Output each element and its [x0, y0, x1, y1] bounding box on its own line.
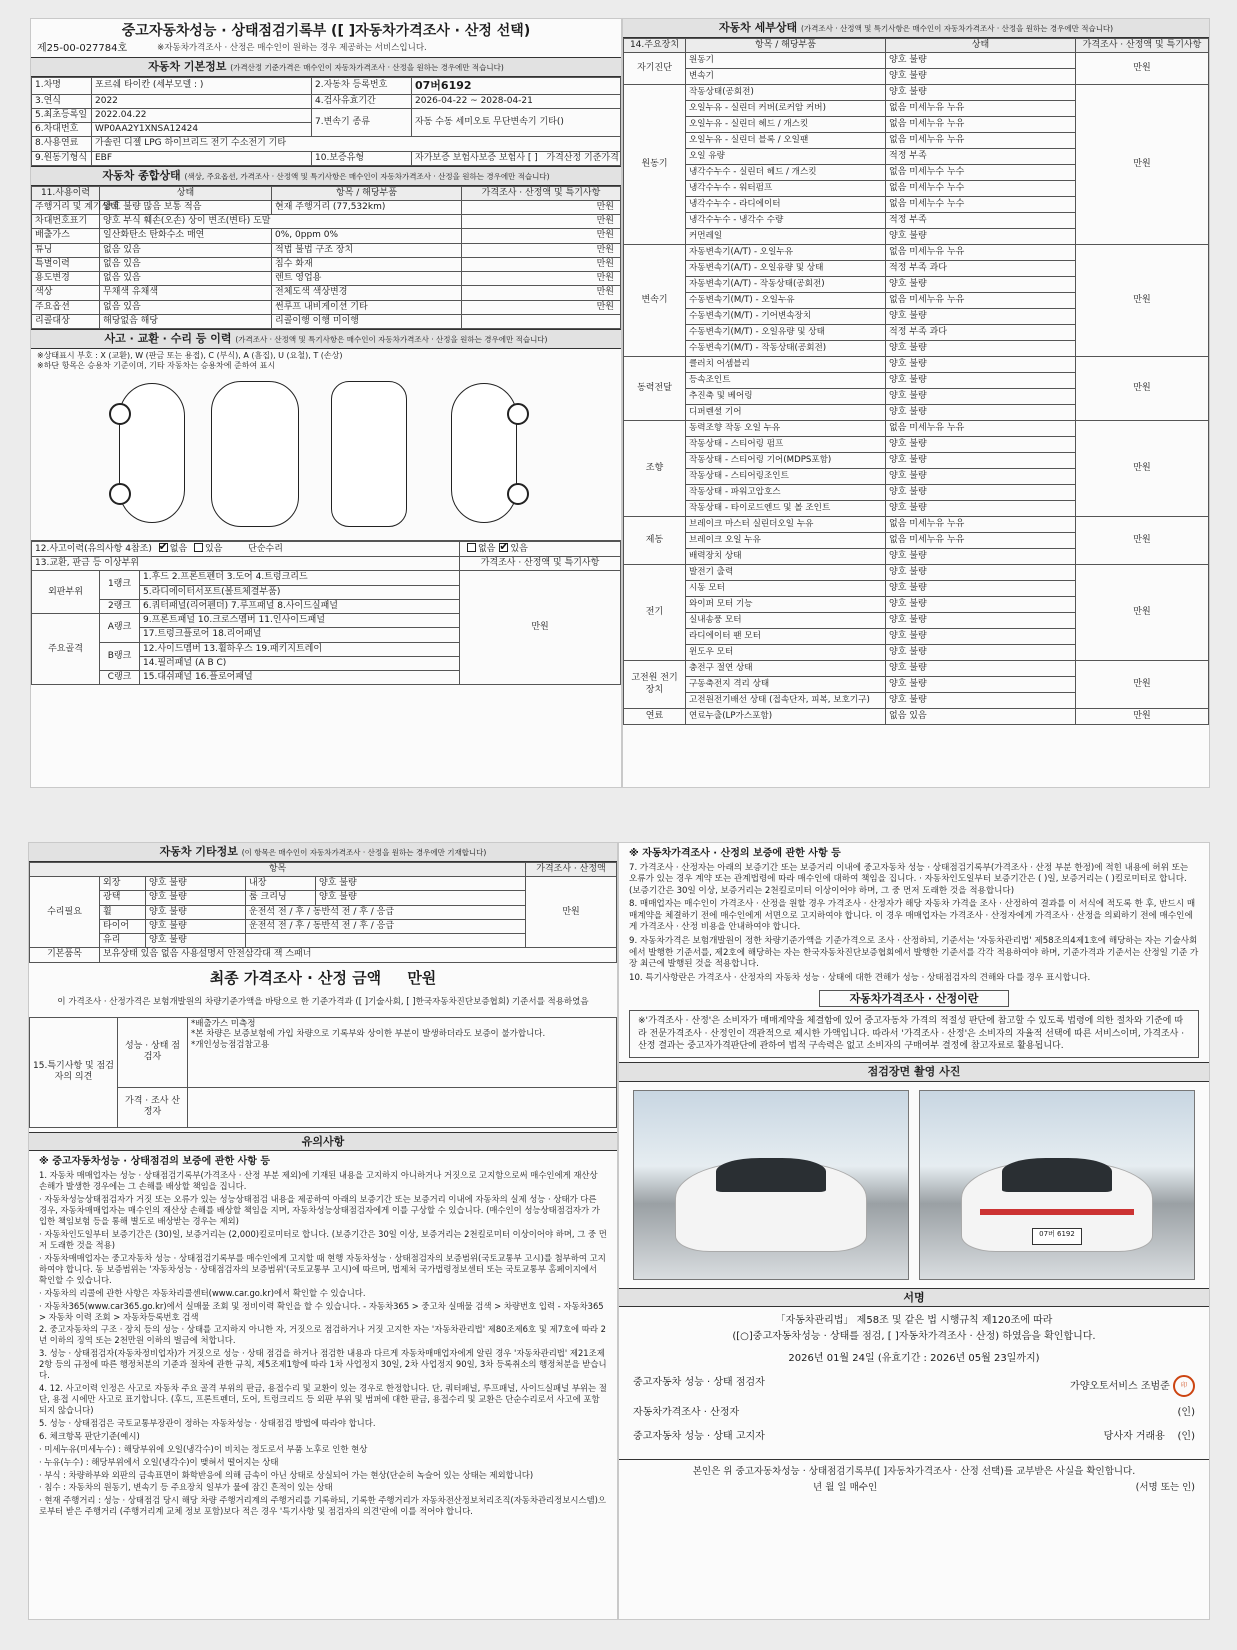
appraisal-box-title: 자동차가격조사 · 산정이란	[819, 990, 1010, 1007]
wheel-icon	[109, 403, 131, 425]
accident-header: 사고 · 교환 · 수리 등 이력 (가격조사 · 산정액 및 특기사항은 매수인이 자동차가격조사 · 산정을 원하는 경우에만 적습니다)	[31, 329, 621, 349]
detail-row: 동력전달 클러치 어셈블리 양호 불량 만원	[624, 357, 1209, 373]
car-top-view	[211, 381, 299, 527]
detail-row: 냉각수누수 - 라디에이터 없음 미세누수 누수	[624, 197, 1209, 213]
inspector-opinion: *배출가스 미측정 *본 차량은 보증보험에 가입 차량으로 기록부와 상이한 부분이 발생하더라도 보증이 불가합니다. *개인성능점검참고용	[188, 1017, 617, 1087]
detail-row: 냉각수누수 - 워터펌프 없음 미세누수 누수	[624, 181, 1209, 197]
caution-item: · 누유(누수) : 해당부위에서 오일(냉각수)이 맺혀서 떨어지는 상태	[39, 1456, 279, 1467]
other-info-table: 항목 가격조사 · 산정액 수리필요 외장 양호 불량 내장 양호 불량 만원 광택 양호 불량 룸 크리닝 양호 불량 휠 양호 불량 운전석 전 / 후 / 동반석 전 / 후 / 응급 타이어 양호 불량 운전석 전 / 후 / 동반석 전 / 후 / 응급 유리 양호 불량 기본품목 보유상태 있음 없음 사용설명서 안전삼각대 잭 스패너	[29, 862, 617, 963]
detail-row: 수동변속기(M/T) - 기어변속장치 양호 불량	[624, 309, 1209, 325]
detail-row: 배력장치 상태 양호 불량	[624, 549, 1209, 565]
detail-row: 자동변속기(A/T) - 오일유량 및 상태 적정 부족 과다	[624, 261, 1209, 277]
caution-header: 유의사항	[29, 1132, 617, 1152]
appraisal-item: 9. 자동차가격은 보험개발원이 정한 차량기준가액을 기준가격으로 조사 · 산정하되, 기준서는 '자동차관리법' 제58조의4제1호에 해당하는 자는 기술사회에서 발행한 기준서를, 제2호에 해당하는 자는 한국자동차진단보증협회에서 발행한 기준서를 각각 적용하여야 하며, 기준가격과 기준서는 산정일 기준 가장 최근에 발행된 것을 적용합니다.	[629, 936, 1199, 970]
wheel-icon	[507, 403, 529, 425]
symbol-legend: ※상태표시 부호 : X (교환), W (판금 또는 용접), C (부식), A (흠집), U (요철), T (손상) ※하단 항목은 승용차 기준이며, 기타 자동차는 승용차에 준하여 표시	[37, 350, 343, 370]
final-price-title: 최종 가격조사 · 산정 금액 만원	[209, 968, 437, 987]
caution-item: 4. 12. 사고이력 인정은 사고로 자동차 주요 골격 부위의 판금, 용접수리 및 교환이 있는 경우로 한정합니다. 단, 쿼터패널, 루프패널, 사이드실패널 부위는 절단, 용접 시에만 사고로 표기합니다. (후드, 프론트펜더, 도어, 트렁크리드 등 외판 부위 및 범퍼에 대한 판금, 용접수리 및 교환은 단순수리로서 사고에 포함되지 않습니다)	[39, 1383, 607, 1415]
caution-item: 2. 중고자동차의 구조 · 장치 등의 성능 · 상태를 고지하지 아니한 자, 거짓으로 점검하거나 거짓 고지한 자는 '자동차관리법' 제80조제6호 및 제7호에 따라 2년 이하의 징역 또는 2천만원 이하의 벌금에 처합니다.	[39, 1324, 606, 1346]
detail-row: 오일누유 - 실린더 커버(로커암 커버) 없음 미세누유 누유	[624, 101, 1209, 117]
vin: WP0AA2Y1XNSA12424	[92, 123, 312, 137]
detail-row: 실내송풍 모터 양호 불량	[624, 613, 1209, 629]
photo-front	[633, 1090, 909, 1280]
detail-table: 14.주요장치 항목 / 해당부품 상태 가격조사 · 산정액 및 특기사항 자기진단 원동기 양호 불량 만원 변속기 양호 불량 원동기 작동상태(공회전) 양호 불량 만원 오일누유 - 실린더 커버(로커암 커버) 없음 미세누유 누유 오일누유 - 실린더 헤드 / 개스킷 없음 미세누유 누유 오일누유 - 실린더 블록 / 오일팬 없음 미세누유 누유 오일 유량 적정 부족 냉각수누수 - 실린더 헤드 / 개스킷 없음 미세누수 누수 냉각수누수 - 워터펌프 없음 미세누수 누수 냉각수누수 - 라디에이터 없음 미세누수 누수 냉각수누수 - 냉각수 수량 적정 부족 커먼레일 양호 불량 변속기 자동변속기(A/T) - 오일누유 없음 미세누유 누유 만원 자동변속기(A/T) - 오일유량 및 상태 적정 부족 과다 자동변속기(A/T) - 작동상태(공회전) 양호 불량 수동변속기(M/T) - 오일누유 없음 미세누유 누유 수동변속기(M/T) - 기어변속장치 양호 불량 수동변속기(M/T) - 오일유량 및 상태 적정 부족 과다 수동변속기(M/T) - 작동상태(공회전) 양호 불량 동력전달 클러치 어셈블리 양호 불량 만원 등속조인트 양호 불량 추진축 및 베어링 양호 불량 디퍼렌셜 기어 양호 불량 조향 동력조향 작동 오일 누유 없음 미세누유 누유 만원 작동상태 - 스티어링 펌프 양호 불량 작동상태 - 스티어링 기어(MDPS포함) 양호 불량 작동상태 - 스티어링조인트 양호 불량 작동상태 - 파워고압호스 양호 불량 작동상태 - 타이로드엔드 및 볼 조인트 양호 불량 제동 브레이크 마스터 실린더오일 누유 없음 미세누유 누유 만원 브레이크 오일 누유 없음 미세누유 누유 배력장치 상태 양호 불량 전기 발전기 출력 양호 불량 만원 시동 모터 양호 불량 와이퍼 모터 기능 양호 불량 실내송풍 모터 양호 불량 라디에이터 팬 모터 양호 불량 윈도우 모터 양호 불량 고전원 전기장치 충전구 절연 상태 양호 불량 만원 구동축전지 격리 상태 양호 불량 고전원전기배선 상태 (접속단자, 피복, 보호기구) 양호 불량 연료 연료누출(LP가스포함) 없음 있음 만원	[623, 38, 1209, 725]
detail-row: 작동상태 - 스티어링 기어(MDPS포함) 양호 불량	[624, 453, 1209, 469]
inspection-form-page1	[30, 18, 622, 788]
detail-row: 고전원 전기장치 충전구 절연 상태 양호 불량 만원	[624, 661, 1209, 677]
detail-row: 원동기 작동상태(공회전) 양호 불량 만원	[624, 85, 1209, 101]
caution-item: · 자동차의 리콜에 관한 사항은 자동차리콜센터(www.car.go.kr)에서 확인할 수 있습니다.	[39, 1287, 366, 1298]
detail-row: 커먼레일 양호 불량	[624, 229, 1209, 245]
inspection-form-page3: ※ 자동차가격조사 · 산정의 보증에 관한 사항 등 7. 가격조사 · 산정자는 아래의 보증기간 또는 보증거리 이내에 중고자동차 성능 · 상태점검기록부(가격조사 · 산정 부분 한정)에 적힌 내용에 허위 또는 오류가 있는 경우 계약 또는 관계법령에 따라 매수인에 대하여 책임을 집니다. · 자동차인도일부터 보증기간은 ( )일, 보증거리는 ( )킬로미터로 합니다. (보증기간은 30일 이상, 보증거리는 2천킬로미터 이상이어야 하며, 그 중 먼저 도래한 것을 적용합니다) 8. 매매업자는 매수인이 가격조사 · 산정을 원할 경우 가격조사 · 산정자가 해당 자동차 가격을 조사 · 산정하여 결과를 이 서식에 적도록 한 후, 반드시 매매계약을 체결하기 전에 매수인에게 서면으로 고지하여야 합니다. 이 경우 매매업자는 가격조사 · 산정자에게 가격조사 · 산정을 의뢰하기 전에 매수인에게 가격조사 · 산정 비용을 안내하여야 합니다. 9. 자동차가격은 보험개발원이 정한 차량기준가액을 기준가격으로 조사 · 산정하되, 기준서는 '자동차관리법' 제58조의4제1호에 해당하는 자는 기술사회에서 발행한 기준서를, 제2호에 해당하는 자는 한국자동차진단보증협회에서 발행한 기준서를 각각 적용하여야 하며, 기준가격과 기준서는 산정일 기준 가장 최근에 발행된 것을 적용합니다. 10. 특기사항란은 가격조사 · 산정자의 자동차 성능 · 상태에 대한 견해가 성능 · 상태점검자의 견해와 다를 경우 표시합니다. 자동차가격조사 · 산정이란 ※'가격조사 · 산정'은 소비자가 매매계약을 체결함에 있어 중고자동차 가격의 적절성 판단에 참고할 수 있도록 법령에 의한 절차와 기준에 따라 전문가격조사 · 산정인이 객관적으로 제시한 가액입니다. 따라서 '가격조사 · 산정'은 소비자의 자율적 선택에 따른 서비스이며, 가격조사 · 산정 결과는 중고자가격판단에 관하여 법적 구속력은 없고 소비자의 구매여부 결정에 참고자료로 활용됩니다. 점검장면 촬영 사진 07버 6192 서명 「자동차관리법」 제58조 및 같은 법 시행규칙 제120조에 따라 ([○]중고자동차성능 · 상태를 점검, [ ]자동차가격조사 · 산정) 하였음을 확인합니다. 2026년 01월 24일 (유효기간 : 2026년 05월 23일까지) 중고자동차 성능 · 상태 점검자 가양오토서비스 조범준 印 자동차가격조사 · 산정자 (인) 중고자동차 성능 · 상태 고지자 당사자 거래용 (인) 본인은 위 중고자동차성능 · 상태점검기록부([ ]자동차가격조사 · 산정 선택)를 교부받은 사실을 확인합니다. 년 월 일 매수인 (서명 또는 인)	[618, 842, 1210, 1620]
detail-row: 추진축 및 베어링 양호 불량	[624, 389, 1209, 405]
detail-row: 자동변속기(A/T) - 작동상태(공회전) 양호 불량	[624, 277, 1209, 293]
caution-item: · 부식 : 차량하부와 외판의 금속표면이 화학반응에 의해 금속이 아닌 상태로 상실되어 가는 현상(단순히 녹슬어 있는 상태는 제외합니다)	[39, 1469, 534, 1480]
appraisal-item: 8. 매매업자는 매수인이 가격조사 · 산정을 원할 경우 가격조사 · 산정자가 해당 자동차 가격을 조사 · 산정하여 결과를 이 서식에 적도록 한 후, 반드시 매매계약을 체결하기 전에 매수인에게 서면으로 고지하여야 합니다. 이 경우 매매업자는 가격조사 · 산정자에게 가격조사 · 산정을 의뢰하기 전에 매수인에게 가격조사 · 산정 비용을 안내하여야 합니다.	[629, 899, 1196, 933]
inspection-photos	[619, 1082, 1209, 1288]
detail-row: 수동변속기(M/T) - 오일유량 및 상태 적정 부족 과다	[624, 325, 1209, 341]
detail-row: 시동 모터 양호 불량	[624, 581, 1209, 597]
detail-header: 자동차 세부상태 (가격조사 · 산정액 및 특기사항은 매수인이 자동차가격조사 · 산정을 원하는 경우에만 적습니다)	[623, 19, 1209, 38]
detail-row: 오일누유 - 실린더 블록 / 오일팬 없음 미세누유 누유	[624, 133, 1209, 149]
appraisal-notes: ※ 자동차가격조사 · 산정의 보증에 관한 사항 등 7. 가격조사 · 산정자는 아래의 보증기간 또는 보증거리 이내에 중고자동차 성능 · 상태점검기록부(가격조사 · 산정 부분 한정)에 적힌 내용에 허위 또는 오류가 있는 경우 계약 또는 관계법령에 따라 매수인에 대하여 책임을 집니다. · 자동차인도일부터 보증기간은 ( )일, 보증거리는 ( )킬로미터로 합니다. (보증기간은 30일 이상, 보증거리는 2천킬로미터 이상이어야 하며, 그 중 먼저 도래한 것을 적용합니다) 8. 매매업자는 매수인이 가격조사 · 산정을 원할 경우 가격조사 · 산정자가 해당 자동차 가격을 조사 · 산정하여 결과를 이 서식에 적도록 한 후, 반드시 매매계약을 체결하기 전에 매수인에게 서면으로 고지하여야 합니다. 이 경우 매매업자는 가격조사 · 산정자에게 가격조사 · 산정을 의뢰하기 전에 매수인에게 가격조사 · 산정 비용을 안내하여야 합니다. 9. 자동차가격은 보험개발원이 정한 차량기준가액을 기준가격으로 조사 · 산정하되, 기준서는 '자동차관리법' 제58조의4제1호에 해당하는 자는 기술사회에서 발행한 기준서를, 제2호에 해당하는 자는 한국자동차진단보증협회에서 발행한 기준서를 각각 적용하여야 하며, 기준가격과 기준서는 산정일 기준 가장 최근에 발행된 것을 적용합니다. 10. 특기사항란은 가격조사 · 산정자의 자동차 성능 · 상태에 대한 견해가 성능 · 상태점검자의 견해와 다를 경우 표시합니다.	[629, 848, 1199, 983]
final-price-note: 이 가격조사 · 산정가격은 보험개발원의 차량기준가액을 바탕으로 한 기준가격과 ([ ]기술사회, [ ]한국자동차진단보증협회) 기준서를 적용하였음	[57, 997, 589, 1008]
odometer: 현재 주행거리 (77,532km)	[272, 200, 462, 214]
special-notes-table: 15.특기사항 및 점검자의 의견 성능 · 상태 점검자 *배출가스 미측정 *본 차량은 보증보험에 가입 차량으로 기록부와 상이한 부분이 발생하더라도 보증이 불가합니다. *개인성능점검참고용 가격 · 조사 산정자	[29, 1017, 617, 1128]
detail-row: 자기진단 원동기 양호 불량 만원	[624, 53, 1209, 69]
inspection-form-detail	[622, 18, 1210, 788]
detail-row: 연료 연료누출(LP가스포함) 없음 있음 만원	[624, 709, 1209, 725]
caution-item: 6. 체크항목 판단기준(예시)	[39, 1430, 140, 1441]
summary-header: 자동차 종합상태 (색상, 주요옵션, 가격조사 · 산정액 및 특기사항은 매수인이 자동차가격조사 · 산정을 원하는 경우에만 적습니다)	[31, 166, 621, 186]
inspection-form-page2	[28, 842, 618, 1620]
detail-row: 변속기 자동변속기(A/T) - 오일누유 없음 미세누유 누유 만원	[624, 245, 1209, 261]
car-side-right	[451, 383, 517, 523]
caution-item: 3. 성능 · 상태점검자(자동차정비업자)가 거짓으로 성능 · 상태 점검을 하거나 점검한 내용과 다르게 자동차매매업자에게 알린 경우 '자동차관리법' 제21조제2항 등의 규정에 따른 행정처분의 기준과 절차에 관한 규칙, 제5조제1항에 따라 1차 사업정지 30일, 2차 사업정지 90일, 3차 등록취소의 행정처분을 받습니다.	[39, 1348, 607, 1381]
detail-row: 작동상태 - 파워고압호스 양호 불량	[624, 485, 1209, 501]
detail-row: 제동 브레이크 마스터 실린더오일 누유 없음 미세누유 누유 만원	[624, 517, 1209, 533]
detail-row: 변속기 양호 불량	[624, 69, 1209, 85]
caution-item: · 침수 : 자동차의 원동기, 변속기 등 주요장치 일부가 물에 잠긴 흔적이 있는 상태	[39, 1482, 333, 1493]
rear-plate: 07버 6192	[1032, 1228, 1081, 1245]
car-side-left	[119, 383, 185, 523]
photo-rear	[919, 1090, 1195, 1280]
detail-row: 작동상태 - 타이로드엔드 및 볼 조인트 양호 불량	[624, 501, 1209, 517]
caution-item: · 현재 주행거리 : 성능 · 상태점검 당시 해당 차량 주행거리계의 주행거리를 기록하되, 기록한 주행거리가 자동차전산정보처리조직(자동차관리정보시스템)으로부터 받은 주행거리 (주행거리계 교체 정보 포함)보다 적은 경우 '특기사항 및 점검자의 의견'란에 이를 적어야 합니다.	[39, 1495, 606, 1517]
detail-row: 구동축전지 격리 상태 양호 불량	[624, 677, 1209, 693]
detail-row: 오일누유 - 실린더 헤드 / 개스킷 없음 미세누유 누유	[624, 117, 1209, 133]
receipt-statement: 본인은 위 중고자동차성능 · 상태점검기록부([ ]자동차가격조사 · 산정 선택)를 교부받은 사실을 확인합니다.	[692, 1466, 1136, 1478]
caution-item: · 자동차매매업자는 중고자동차 성능 · 상태점검기록부를 매수인에게 고지할 때 현행 자동차성능 · 상태점검자의 보증범위(국토교통부 고시)를 첨부하여 고지하여야 합니다. 동 보증범위는 '자동차성능 · 상태점검자의 보증범위'(국토교통부 고시)에 따르며, 법제처 국가법령정보센터 또는 국토교통부 홈페이지에서 확인할 수 있습니다.	[39, 1252, 606, 1285]
other-info-header: 자동차 기타정보 (이 항목은 매수인이 자동차가격조사 · 산정을 원하는 경우에만 기재합니다)	[29, 843, 617, 862]
signature-block: 「자동차관리법」 제58조 및 같은 법 시행규칙 제120조에 따라 ([○]중고자동차성능 · 상태를 점검, [ ]자동차가격조사 · 산정) 하였음을 확인합니다. 2026년 01월 24일 (유효기간 : 2026년 05월 23일까지) 중고자동차 성능 · 상태 점검자 가양오토서비스 조범준 印 자동차가격조사 · 산정자 (인) 중고자동차 성능 · 상태 고지자 당사자 거래용 (인)	[633, 1315, 1195, 1443]
summary-table: 11.사용이력 상태 항목 / 해당부품 가격조사 · 산정액 및 특기사항 주행거리 및 계기상태 양호 불량 많음 보통 적음 현재 주행거리 (77,532km) 만원 차대번호표기 양호 부식 훼손(오손) 상이 변조(변타) 도말 만원 배출가스 일산화탄소 탄화수소 매연 0%, 0ppm 0% 만원 튜닝 없음 있음 적법 불법 구조 장치 만원 특별이력 없음 있음 침수 화재 만원 용도변경 없음 있음 렌트 영업용 만원 색상 무채색 유채색 전체도색 색상변경 만원 주요옵션 없음 있음 썬루프 내비게이션 기타 만원 리콜대상 해당없음 해당 리콜이행 이행 미이행	[31, 186, 621, 330]
basic-info-table: 1.차명 포르쉐 타이칸 (세부모델 : ) 2.자동차 등록번호 07버6192 3.연식 2022 4.검사유효기간 2026-04-22 ~ 2028-04-21 5.최초등록일 2022.04.22 7.변속기 종류 자동 수동 세미오토 무단변속기 기타() 6.차대번호 WP0AA2Y1XNSA12424 8.사용연료 가솔린 디젤 LPG 하이브리드 전기 수소전기 기타 9.원동기형식 EBF 10.보증유형 자가보증 보험사보증 보험사 [ ] 가격산정 기준가격	[31, 77, 621, 166]
appraisal-item: 10. 특기사항란은 가격조사 · 산정자의 자동차 성능 · 상태에 대한 견해가 성능 · 상태점검자의 견해와 다를 경우 표시합니다.	[629, 972, 1091, 983]
accident-table: 12.사고이력(유의사항 4참조) ✔ 없음 있음 단순수리 없음✔ 있음 13.교환, 판금 등 이상부위 가격조사 · 산정액 및 특기사항 외판부위 1랭크 1.후드 2.프론트펜더 3.도어 4.트렁크리드 만원 5.라디에이터서포트(볼트체결부품) 2랭크 6.쿼터패널(리어펜더) 7.루프패널 8.사이드실패널 주요골격 A랭크 9.프론트패널 10.크로스멤버 11.인사이드패널 17.트렁크플로어 18.리어패널 B랭크 12.사이드멤버 13.휠하우스 19.패키지트레이 14.필러패널 (A B C) C랭크 15.대쉬패널 16.플로어패널	[31, 541, 621, 686]
car-diagram	[31, 373, 621, 541]
detail-row: 전기 발전기 출력 양호 불량 만원	[624, 565, 1209, 581]
detail-row: 작동상태 - 스티어링조인트 양호 불량	[624, 469, 1209, 485]
signature-header: 서명	[619, 1288, 1209, 1308]
appraisal-item: 7. 가격조사 · 산정자는 아래의 보증기간 또는 보증거리 이내에 중고자동차 성능 · 상태점검기록부(가격조사 · 산정 부분 한정)에 적힌 내용에 허위 또는 오류가 있는 경우 계약 또는 관계법령에 따라 매수인에 대하여 책임을 집니다. · 자동차인도일부터 보증기간은 ( )일, 보증거리는 ( )킬로미터로 합니다. (보증기간은 30일 이상, 보증거리는 2천킬로미터 이상이어야 하며, 그 중 먼저 도래한 것을 적용합니다)	[629, 862, 1189, 896]
caution-item: · 자동차365(www.car365.go.kr)에서 실매물 조회 및 정비이력 확인을 할 수 있습니다. - 자동차365 > 중고차 실매물 검색 > 차량번호 입력 - 자동차365 > 자동차 이력 조회 > 자동차등록번호 검색	[39, 1300, 604, 1322]
caution-item: · 자동차성능상태점검자가 거짓 또는 오류가 있는 성능상태점검 내용을 제공하여 아래의 보증기간 또는 보증거리 이내에 자동차의 실제 성능 · 상태가 다른 경우, 자동차매매업자는 매수인의 재산상 손해를 배상할 책임을 지며, 자동차성능상태점검자에게 이를 구상할 수 있습니다. (매수인이 성능상태점검자가 가입한 책임보험 등을 통해 별도로 배상받는 경우는 제외)	[39, 1194, 600, 1227]
detail-row: 작동상태 - 스티어링 펌프 양호 불량	[624, 437, 1209, 453]
service-note: ※자동차가격조사 · 산정은 매수인이 원하는 경우 제공하는 서비스입니다.	[157, 42, 427, 53]
photos-header: 점검장면 촬영 사진	[619, 1062, 1209, 1082]
wheel-icon	[109, 483, 131, 505]
caution-item: 1. 자동차 매매업자는 성능 · 상태점검기록부(가격조사 · 산정 부분 제외)에 기재된 내용을 고지하지 아니하거나 거짓으로 고지함으로써 매수인에게 재산상 손해가 발생한 경우에는 그 손해를 배상할 책임을 집니다.	[39, 1170, 598, 1192]
detail-row: 냉각수누수 - 냉각수 수량 적정 부족	[624, 213, 1209, 229]
caution-item: · 자동차인도일부터 보증기간은 (30)일, 보증거리는 (2,000)킬로미터로 합니다. (보증기간은 30일 이상, 보증거리는 2천킬로미터 이상이어야 하며, 그 중 먼저 도래한 것을 적용)	[39, 1229, 607, 1250]
caution-notes: ※ 중고자동차성능 · 상태점검의 보증에 관한 사항 등 1. 자동차 매매업자는 성능 · 상태점검기록부(가격조사 · 산정 부분 제외)에 기재된 내용을 고지하지 아니하거나 거짓으로 고지함으로써 매수인에게 재산상 손해가 발생한 경우에는 그 손해를 배상할 책임을 집니다. · 자동차성능상태점검자가 거짓 또는 오류가 있는 성능상태점검 내용을 제공하여 아래의 보증기간 또는 보증거리 이내에 자동차의 실제 성능 · 상태가 다른 경우, 자동차매매업자는 매수인의 재산상 손해를 배상할 책임을 지며, 자동차성능상태점검자에게 이를 구상할 수 있습니다. (매수인이 성능상태점검자가 가입한 책임보험 등을 통해 별도로 배상받는 경우는 제외) · 자동차인도일부터 보증기간은 (30)일, 보증거리는 (2,000)킬로미터로 합니다. (보증기간은 30일 이상, 보증거리는 2천킬로미터 이상이어야 하며, 그 중 먼저 도래한 것을 적용) · 자동차매매업자는 중고자동차 성능 · 상태점검기록부를 매수인에게 고지할 때 현행 자동차성능 · 상태점검자의 보증범위(국토교통부 고시)를 첨부하여 고지하여야 합니다. 동 보증범위는 '자동차성능 · 상태점검자의 보증범위'(국토교통부 고시)에 따르며, 법제처 국가법령정보센터 또는 국토교통부 홈페이지에서 확인할 수 있습니다. · 자동차의 리콜에 관한 사항은 자동차리콜센터(www.car.go.kr)에서 확인할 수 있습니다. · 자동차365(www.car365.go.kr)에서 실매물 조회 및 정비이력 확인을 할 수 있습니다. - 자동차365 > 중고차 실매물 검색 > 차량번호 입력 - 자동차365 > 자동차 이력 조회 > 자동차등록번호 검색 2. 중고자동차의 구조 · 장치 등의 성능 · 상태를 고지하지 아니한 자, 거짓으로 점검하거나 거짓 고지한 자는 '자동차관리법' 제80조제6호 및 제7호에 따라 2년 이하의 징역 또는 2천만원 이하의 벌금에 처합니다. 3. 성능 · 상태점검자(자동차정비업자)가 거짓으로 성능 · 상태 점검을 하거나 점검한 내용과 다르게 자동차매매업자에게 알린 경우 '자동차관리법' 제21조제2항 등의 규정에 따른 행정처분의 기준과 절차에 관한 규칙, 제5조제1항에 따라 1차 사업정지 30일, 2차 사업정지 90일, 3차 등록취소의 행정처분을 받습니다. 4. 12. 사고이력 인정은 사고로 자동차 주요 골격 부위의 판금, 용접수리 및 교환이 있는 경우로 한정합니다. 단, 쿼터패널, 루프패널, 사이드실패널 부위는 절단, 용접 시에만 사고로 표기합니다. (후드, 프론트펜더, 도어, 트렁크리드 등 외판 부위 및 범퍼에 대한 판금, 용접수리 및 교환은 단순수리로서 사고에 포함되지 않습니다) 5. 성능 · 상태점검은 국토교통부장관이 정하는 자동차성능 · 상태점검 방법에 따라야 합니다. 6. 체크항목 판단기준(예시) · 미세누유(미세누수) : 해당부위에 오일(냉각수)이 비치는 정도로서 부품 노후로 인한 현상 · 누유(누수) : 해당부위에서 오일(냉각수)이 맺혀서 떨어지는 상태 · 부식 : 차량하부와 외판의 금속표면이 화학반응에 의해 금속이 아닌 상태로 상실되어 가는 현상(단순히 녹슬어 있는 상태는 제외합니다) · 침수 : 자동차의 원동기, 변속기 등 주요장치 일부가 물에 잠긴 흔적이 있는 상태 · 현재 주행거리 : 성능 · 상태점검 당시 해당 차량 주행거리계의 주행거리를 기록하되, 기록한 주행거리가 자동차전산정보처리조직(자동차관리정보시스템)으로부터 받은 주행거리 (주행거리계 교체 정보 포함)보다 적은 경우 '특기사항 및 점검자의 의견'란에 이를 적어야 합니다.	[39, 1156, 607, 1517]
detail-row: 오일 유량 적정 부족	[624, 149, 1209, 165]
detail-row: 냉각수누수 - 실린더 헤드 / 개스킷 없음 미세누수 누수	[624, 165, 1209, 181]
seal-stamp-icon: 印	[1173, 1375, 1195, 1397]
basic-info-header: 자동차 기본정보 (가격산정 기준가격은 매수인이 자동차가격조사 · 산정을 원하는 경우에만 적습니다)	[31, 57, 621, 77]
detail-row: 브레이크 오일 누유 없음 미세누유 누유	[624, 533, 1209, 549]
detail-row: 조향 동력조향 작동 오일 누유 없음 미세누유 누유 만원	[624, 421, 1209, 437]
detail-row: 윈도우 모터 양호 불량	[624, 645, 1209, 661]
detail-row: 디퍼렌셜 기어 양호 불량	[624, 405, 1209, 421]
plate-number: 07버6192	[412, 77, 621, 94]
signature-date: 2026년 01월 24일 (유효기간 : 2026년 05월 23일까지)	[788, 1353, 1040, 1365]
caution-item: · 미세누유(미세누수) : 해당부위에 오일(냉각수)이 비치는 정도로서 부품 노후로 인한 현상	[39, 1443, 368, 1454]
detail-row: 등속조인트 양호 불량	[624, 373, 1209, 389]
car-underside-view	[331, 381, 407, 527]
document-number: 제25-00-027784호	[37, 42, 128, 54]
caution-item: 5. 성능 · 상태점검은 국토교통부장관이 정하는 자동차성능 · 상태점검 방법에 따라야 합니다.	[39, 1417, 376, 1428]
detail-row: 수동변속기(M/T) - 오일누유 없음 미세누유 누유	[624, 293, 1209, 309]
detail-row: 라디에이터 팬 모터 양호 불량	[624, 629, 1209, 645]
detail-row: 와이퍼 모터 기능 양호 불량	[624, 597, 1209, 613]
detail-row: 수동변속기(M/T) - 작동상태(공회전) 양호 불량	[624, 341, 1209, 357]
form-title: 중고자동차성능 · 상태점검기록부 ([ ]자동차가격조사 · 산정 선택)	[121, 23, 531, 39]
wheel-icon	[507, 483, 529, 505]
detail-row: 고전원전기배선 상태 (접속단자, 피복, 보호기구) 양호 불량	[624, 693, 1209, 709]
appraisal-definition: ※'가격조사 · 산정'은 소비자가 매매계약을 체결함에 있어 중고자동차 가격의 적절성 판단에 참고할 수 있도록 법령에 의한 절차와 기준에 따라 전문가격조사 · 산정인이 객관적으로 제시한 가액입니다. 따라서 '가격조사 · 산정'은 소비자의 자율적 선택에 따른 서비스이며, 가격조사 · 산정 결과는 중고자가격판단에 관하여 법적 구속력은 없고 소비자의 구매여부 결정에 참고자료로 활용됩니다.	[629, 1010, 1199, 1058]
